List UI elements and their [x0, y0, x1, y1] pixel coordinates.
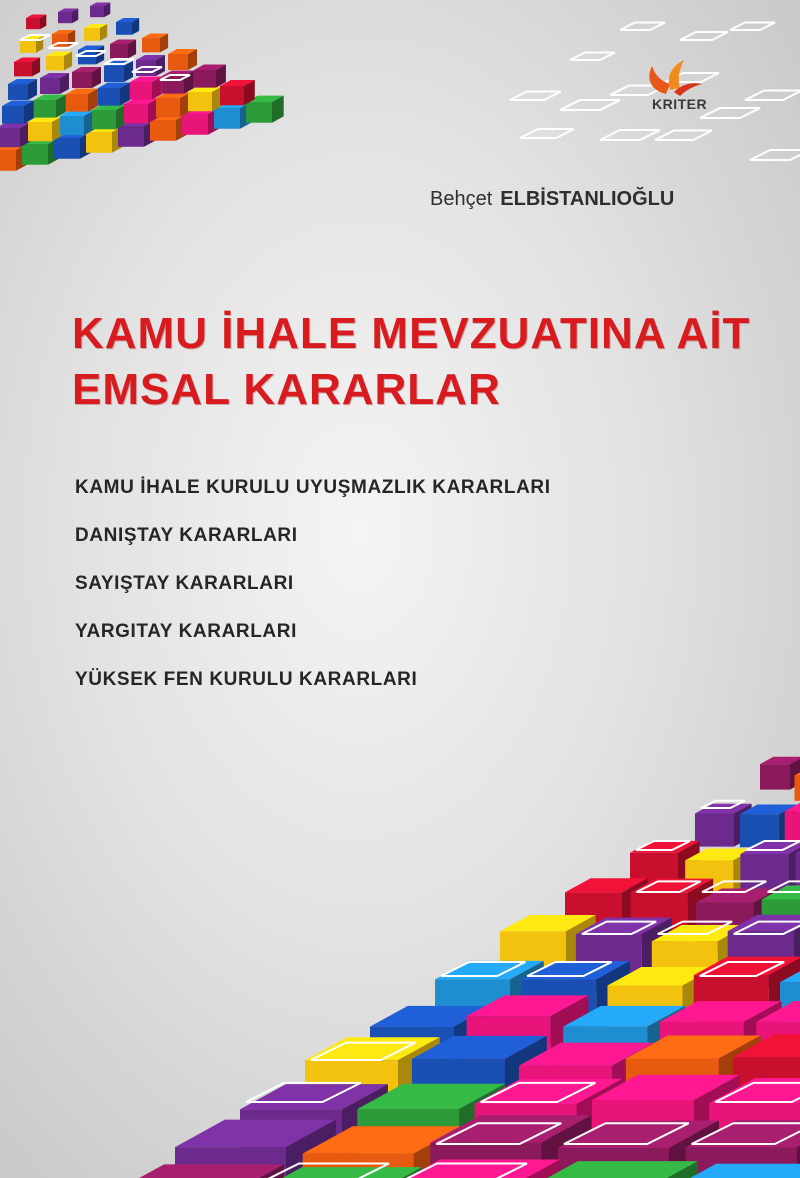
cube-face	[795, 775, 800, 801]
cube-face	[142, 38, 160, 52]
cube-face	[90, 6, 104, 17]
book-title	[72, 306, 750, 418]
cube-face	[0, 128, 20, 147]
cube-face	[40, 78, 60, 94]
cube-face	[168, 54, 188, 70]
cube-face	[188, 92, 212, 111]
cube-face	[182, 114, 208, 135]
cube-face	[92, 110, 116, 129]
cube-face	[695, 813, 734, 846]
subject-item: YÜKSEK FEN KURULU KARARLARI	[75, 669, 418, 690]
cube-face	[54, 138, 80, 159]
cube-face	[8, 84, 28, 100]
author-first-name: Behçet	[430, 188, 493, 210]
publisher-name: KRITER	[652, 96, 708, 112]
cube-face	[124, 104, 148, 123]
subject-item: DANIŞTAY KARARLARI	[75, 525, 298, 546]
cube-face	[28, 122, 52, 141]
cube-face	[46, 56, 64, 70]
cube-face	[34, 100, 56, 118]
title-line-1: KAMU İHALE MEVZUATINA AİT	[72, 309, 751, 358]
cube-face	[98, 88, 120, 106]
subject-item: SAYIŞTAY KARARLARI	[75, 573, 294, 594]
cube-face	[760, 764, 790, 790]
cube-face	[116, 22, 132, 35]
cube-face	[150, 120, 176, 141]
cube-face	[78, 50, 96, 64]
cube-face	[130, 82, 152, 100]
cube-face	[118, 126, 144, 147]
cube-face	[72, 72, 92, 88]
cube-face	[680, 32, 728, 40]
cube-face	[785, 811, 800, 844]
cube-face	[730, 23, 775, 31]
cube-face	[214, 108, 240, 129]
subject-list	[75, 476, 551, 716]
cube-face	[750, 150, 800, 160]
cube-face	[110, 44, 128, 58]
cube-face	[60, 116, 84, 135]
author-last-name: ELBİSTANLIOĞLU	[500, 188, 675, 210]
title-line-2: EMSAL KARARLAR	[72, 365, 501, 414]
cube-face	[66, 94, 88, 112]
cube-face	[194, 70, 216, 88]
cube-face	[560, 100, 620, 110]
subject-item: KAMU İHALE KURULU UYUŞMAZLIK KARARLARI	[75, 477, 551, 498]
cube-face	[745, 91, 800, 101]
cube-face	[520, 129, 574, 138]
cube-face	[570, 53, 615, 61]
author-name	[430, 188, 674, 211]
cube-face	[246, 102, 272, 123]
cube-face	[2, 106, 24, 124]
cube-face	[156, 98, 180, 117]
cube-face	[510, 92, 561, 101]
cube-face	[26, 18, 40, 29]
cube-face	[22, 144, 48, 165]
cube-face	[655, 131, 712, 141]
cube-face	[84, 28, 100, 41]
cube-face	[58, 12, 72, 23]
cube-face	[110, 1164, 284, 1178]
cube-face	[86, 132, 112, 153]
cube-face	[0, 150, 16, 171]
cube-face	[600, 130, 660, 140]
cube-face	[620, 23, 665, 31]
cube-face	[14, 62, 32, 76]
cube-face	[220, 86, 244, 105]
cube-face	[104, 66, 124, 82]
subject-item: YARGITAY KARARLARI	[75, 621, 297, 642]
cube-face	[20, 40, 36, 53]
